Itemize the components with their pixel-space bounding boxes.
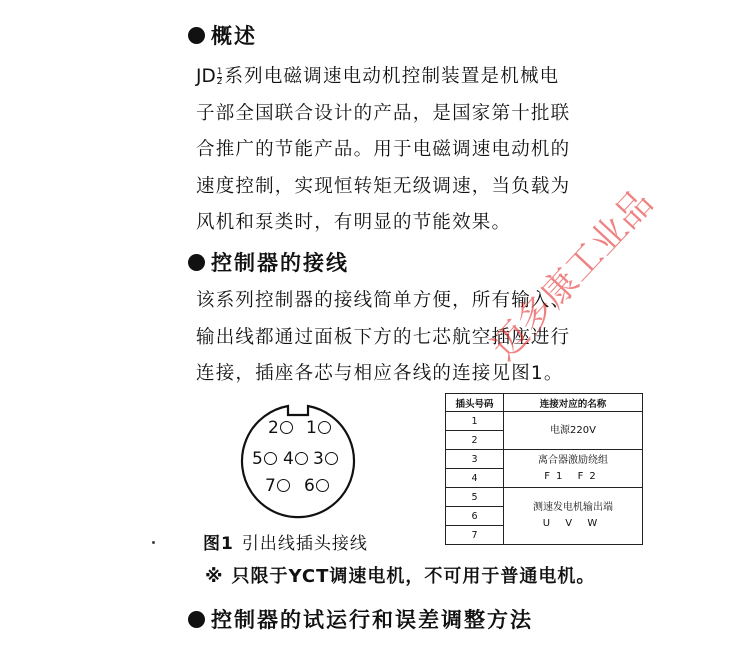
figure-caption — [203, 529, 368, 554]
overview-line: 子部全国联合设计的产品，是国家第十批联 — [196, 102, 571, 124]
power-cell: 电源220V — [504, 412, 643, 450]
note-text: 只限于YCT调速电机，不可用于普通电机。 — [231, 566, 596, 587]
bullet-icon — [188, 254, 205, 271]
overview-line: 合推广的节能产品。用于电磁调速电动机的 — [196, 139, 571, 160]
wiring-title: 控制器的接线 — [211, 251, 349, 275]
watermark: 迈多康工业品 — [483, 182, 662, 369]
pin-2-label: 2 — [268, 418, 293, 438]
scan-speck — [152, 541, 155, 544]
wiring-line: 输出线都通过面板下方的七芯航空插座进行 — [196, 326, 571, 348]
figure-title: 引出线插头接线 — [241, 534, 368, 554]
tacho-cell — [504, 488, 643, 545]
overview-line: 速度控制，实现恒转矩无级调速，当负载为 — [196, 175, 571, 197]
clutch-label: 离合器激励绕组 — [538, 454, 608, 466]
pin-cell: 2 — [446, 431, 504, 450]
pin-5-label: 5 — [252, 449, 277, 469]
tacho-terminals: U V W — [542, 518, 604, 529]
pin-7-label: 7 — [265, 476, 290, 496]
note-mark: ※ — [205, 566, 224, 587]
figure-number: 图1 — [203, 534, 234, 554]
pin-cell: 4 — [446, 469, 504, 488]
pin-cell: 5 — [446, 488, 504, 507]
pin-socket-icon — [318, 421, 331, 434]
usage-note — [205, 562, 595, 588]
pin-socket-icon — [295, 452, 308, 465]
table-row — [446, 450, 643, 469]
bullet-icon — [188, 27, 205, 44]
product-fraction: $\frac{1}{2}$ — [216, 66, 223, 87]
pin-socket-icon — [325, 452, 338, 465]
pin-1-label: 1 — [306, 418, 331, 438]
overview-heading — [188, 20, 257, 50]
test-run-title: 控制器的试运行和误差调整方法 — [211, 608, 533, 632]
pin-6-label: 6 — [304, 476, 329, 496]
bullet-icon — [188, 611, 205, 628]
pin-4-label: 4 — [283, 449, 308, 469]
overview-line: 风机和泵类时，有明显的节能效果。 — [196, 212, 512, 233]
clutch-terminals: F1 F2 — [544, 470, 602, 482]
pin-cell: 3 — [446, 450, 504, 469]
table-header-row — [446, 394, 643, 412]
test-run-heading — [188, 604, 533, 634]
pin-socket-icon — [316, 479, 329, 492]
wiring-line: 连接，插座各芯与相应各线的连接见图1。 — [196, 363, 564, 384]
overview-paragraph — [196, 59, 636, 242]
wiring-line: 该系列控制器的接线简单方便，所有输入、 — [196, 290, 571, 311]
table-row — [446, 488, 643, 507]
pin-cell: 7 — [446, 526, 504, 545]
wiring-table — [445, 393, 643, 545]
pin-socket-icon — [264, 452, 277, 465]
header-pin-number: 插头号码 — [446, 394, 504, 412]
header-connection-name: 连接对应的名称 — [504, 394, 643, 412]
tacho-label: 测速发电机输出端 — [533, 502, 613, 513]
pin-socket-icon — [277, 479, 290, 492]
pin-cell: 1 — [446, 412, 504, 431]
product-code: JD — [196, 66, 216, 87]
pin-3-label: 3 — [313, 449, 338, 469]
overview-title: 概述 — [211, 24, 257, 48]
wiring-heading — [188, 247, 349, 277]
overview-line: JD $\frac{1}{2}$ 系列电磁调速电动机控制装置是机械电 — [196, 66, 560, 87]
pin-socket-icon — [280, 421, 293, 434]
table-row — [446, 412, 643, 431]
clutch-cell — [504, 450, 643, 488]
seven-pin-connector-diagram — [240, 396, 356, 530]
pin-cell: 6 — [446, 507, 504, 526]
